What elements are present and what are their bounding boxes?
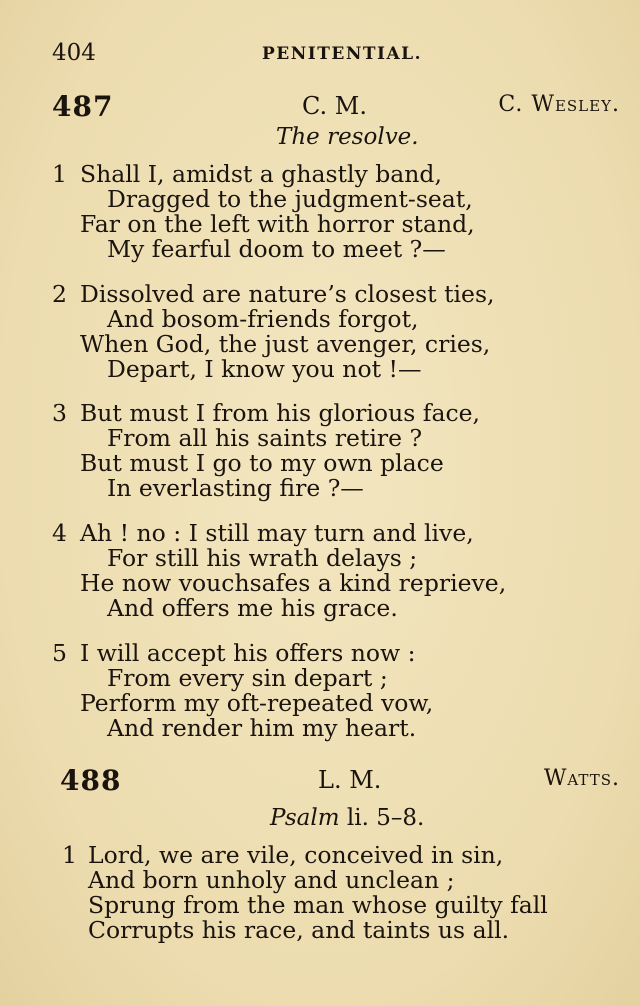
hymn-number: 487 bbox=[52, 90, 114, 123]
verse bbox=[52, 641, 433, 741]
verse-number: 2 bbox=[52, 280, 67, 308]
verse-line: And offers me his grace. bbox=[107, 594, 398, 622]
verse-line: And born unholy and unclean ; bbox=[88, 866, 455, 894]
verse-line: Sprung from the man whose guilty fall bbox=[88, 891, 548, 919]
verse-line: Dragged to the judgment-seat, bbox=[107, 185, 473, 213]
verse-line: But must I go to my own place bbox=[80, 449, 444, 477]
verse-line: He now vouchsafes a kind reprieve, bbox=[80, 569, 507, 597]
hymn-meter: C. M. bbox=[302, 92, 367, 120]
verse bbox=[62, 843, 548, 943]
verse bbox=[52, 401, 480, 501]
verse-line: Depart, I know you not !— bbox=[107, 355, 422, 383]
verse-number: 4 bbox=[52, 519, 67, 547]
verse bbox=[52, 282, 495, 382]
verse-line: From all his saints retire ? bbox=[107, 424, 423, 452]
verse-number: 5 bbox=[52, 639, 67, 667]
hymn-author: Watts. bbox=[543, 766, 620, 791]
hymn-subtitle bbox=[270, 805, 424, 831]
hymn-meter: L. M. bbox=[318, 766, 382, 794]
verse-line: And render him my heart. bbox=[107, 714, 417, 742]
verse-number: 1 bbox=[62, 841, 77, 869]
verse-line: Ah ! no : I still may turn and live, bbox=[80, 519, 474, 547]
hymn-header bbox=[52, 90, 620, 124]
verse-line: Corrupts his race, and taints us all. bbox=[88, 916, 510, 944]
verse-line: In everlasting fire ?— bbox=[107, 474, 364, 502]
verse-line: Dissolved are nature’s closest ties, bbox=[80, 280, 495, 308]
hymn-header bbox=[52, 764, 620, 798]
verse-line: For still his wrath delays ; bbox=[107, 544, 418, 572]
hymn-subtitle: The resolve. bbox=[276, 124, 419, 150]
page-number: 404 bbox=[52, 40, 96, 66]
running-header bbox=[52, 40, 616, 70]
verse bbox=[52, 162, 475, 262]
hymn-number: 488 bbox=[60, 764, 122, 797]
verse-line: But must I from his glorious face, bbox=[80, 399, 480, 427]
verse-line: Perform my oft-repeated vow, bbox=[80, 689, 434, 717]
verse-line: When God, the just avenger, cries, bbox=[80, 330, 491, 358]
verse-line: From every sin depart ; bbox=[107, 664, 388, 692]
verse-number: 1 bbox=[52, 160, 67, 188]
verse-line: Shall I, amidst a ghastly band, bbox=[80, 160, 442, 188]
verse-line: My fearful doom to meet ?— bbox=[107, 235, 446, 263]
verse bbox=[52, 521, 506, 621]
verse-line: I will accept his offers now : bbox=[80, 639, 416, 667]
hymn-author: C. Wesley. bbox=[498, 92, 620, 117]
verse-line: Lord, we are vile, conceived in sin, bbox=[88, 841, 504, 869]
verse-line: And bosom-friends forgot, bbox=[107, 305, 419, 333]
running-title: PENITENTIAL. bbox=[262, 44, 423, 64]
verse-number: 3 bbox=[52, 399, 67, 427]
psalm-reference: li. 5–8. bbox=[339, 805, 425, 831]
psalm-word: Psalm bbox=[270, 805, 340, 831]
verse-line: Far on the left with horror stand, bbox=[80, 210, 475, 238]
